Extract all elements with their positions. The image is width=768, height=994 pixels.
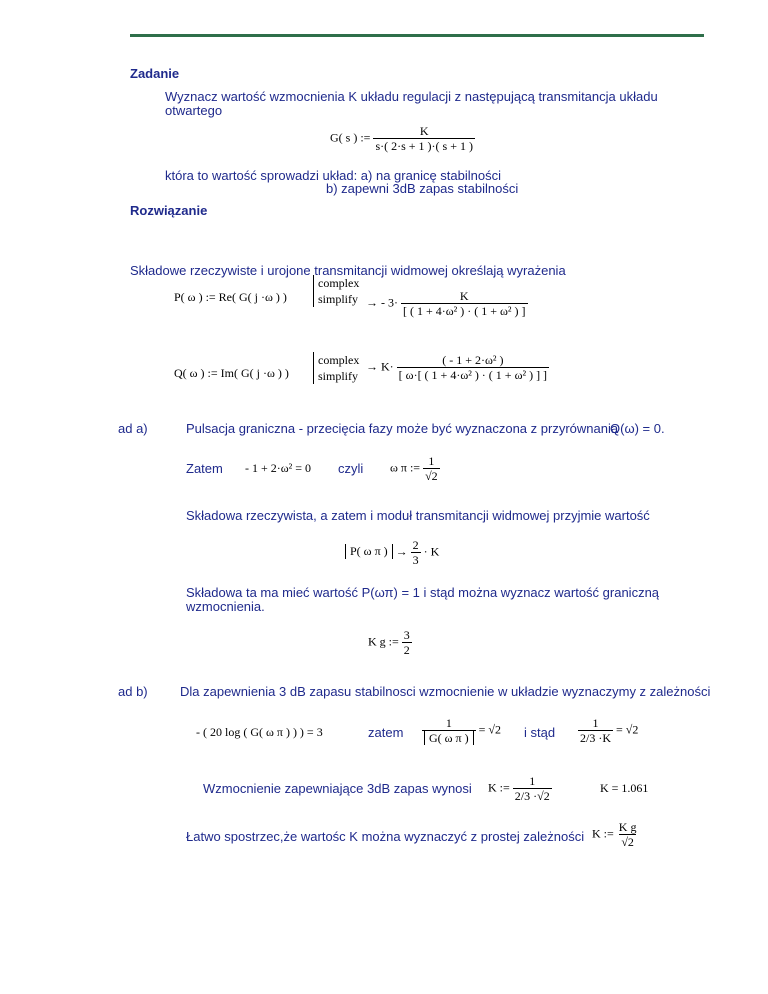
k2-lhs: K := (592, 826, 614, 841)
abs-p-res-num: 2 (412, 538, 419, 552)
q-kw-simplify: simplify (318, 369, 359, 383)
part-b-text: Dla zapewnienia 3 dB zapasu stabilnosci wzmocnienie w układzie wyznaczymy z zależności (180, 684, 711, 699)
part-a-condition: Q(ω) = 0. (610, 421, 665, 436)
task-check-a: która to wartość sprowadzi układ: a) na granicę stabilności (165, 168, 501, 183)
part-a-equation: - 1 + 2·ω² = 0 (245, 461, 312, 475)
k-value: K = 1.061 (600, 781, 649, 795)
k2-fraction (617, 820, 639, 849)
kg-den: 2 (403, 643, 410, 657)
solution-intro: Składowe rzeczywiste i urojone transmitancji widmowej określają wyrażenia (130, 263, 566, 278)
kg-fraction (402, 628, 412, 657)
k-fraction (513, 774, 552, 803)
omega-pi-fraction (423, 454, 440, 483)
part-a-text: Pulsacja graniczna - przecięcia fazy może być wyznaczona z przyrównania (186, 421, 619, 436)
part-b-eq3 (578, 716, 638, 745)
gs-lhs: G( s ) := (330, 130, 371, 145)
eq3-rhs: = √2 (616, 722, 639, 737)
omega-pi-den: √2 (425, 469, 438, 483)
eq2-num: 1 (445, 716, 452, 730)
omega-pi-radicand: 2 (431, 469, 438, 483)
p-denominator: [ ( 1 + 4·ω² ) · ( 1 + ω² ) ] (403, 304, 526, 318)
part-b-wzm-text: Wzmocnienie zapewniające 3dB zapas wynosi (203, 781, 472, 796)
part-b-zatem: zatem (368, 725, 404, 740)
k2-num: K g (618, 820, 637, 834)
part-b-eq1: - ( 20 log ( G( ω π ) ) ) = 3 (196, 725, 323, 739)
omega-pi-lhs: ω π := (390, 460, 421, 475)
abs-p-formula (345, 538, 439, 567)
part-b-latwo: Łatwo spostrzec,że wartośc K można wyznaczyć z prostej zależności (186, 829, 585, 844)
kg-formula (368, 628, 412, 657)
abs-p-res-k: · K (423, 544, 440, 559)
q-kw-complex: complex (318, 353, 360, 367)
part-a-zatem: Zatem (186, 461, 223, 476)
q-keywords (313, 352, 359, 384)
omega-pi-def (390, 454, 440, 483)
gs-fraction (373, 124, 475, 153)
p-keywords (313, 275, 359, 307)
q-result (366, 353, 549, 382)
task-text-line2: otwartego (165, 103, 223, 118)
gs-formula (330, 124, 475, 153)
top-rule (130, 34, 704, 37)
k2-den: √2 (621, 835, 634, 849)
q-numerator: ( - 1 + 2·ω² ) (442, 353, 504, 367)
eq2-fraction (422, 716, 476, 745)
eq2-rhs: = √2 (478, 722, 501, 737)
eq3-num: 1 (592, 716, 599, 730)
k-lhs: K := (488, 780, 510, 795)
p-result (366, 289, 528, 318)
task-text-line1: Wyznacz wartość wzmocnienia K układu regulacji z następującą transmitancja układu (165, 89, 658, 104)
k-den: 2/3 ·√2 (514, 789, 550, 803)
gs-denominator: s·( 2·s + 1 )·( s + 1 ) (375, 139, 473, 153)
abs-p-result-fraction (411, 538, 421, 567)
part-b-eq2 (422, 716, 501, 745)
solution-title: Rozwiązanie (130, 203, 208, 218)
part-a-text3a: Składowa ta ma mieć wartość P(ωπ) = 1 i stąd można wyznacz wartość graniczną (186, 585, 660, 600)
p-kw-complex: complex (318, 276, 360, 290)
part-a-text3b: wzmocnienia. (186, 599, 265, 614)
p-kw-simplify: simplify (318, 292, 359, 306)
arrow-icon: → (395, 544, 408, 559)
task-title: Zadanie (130, 66, 180, 81)
k-num: 1 (529, 774, 536, 788)
part-b-istad: i stąd (524, 725, 556, 740)
p-coef: → - 3· (366, 295, 398, 310)
p-lhs: P( ω ) := Re( G( j ·ω ) ) (174, 290, 287, 304)
k2-formula (592, 820, 638, 849)
part-b-label: ad b) (118, 684, 148, 699)
q-lhs: Q( ω ) := Im( G( j ·ω ) ) (174, 366, 289, 380)
eq3-den: 2/3 ·K (580, 731, 611, 745)
k-formula (488, 774, 552, 803)
q-fraction (397, 353, 549, 382)
p-numerator: K (459, 289, 469, 303)
q-coef: → K· (366, 359, 394, 374)
q-denominator: [ ω·[ ( 1 + 4·ω² ) · ( 1 + ω² ) ] ] (398, 368, 548, 382)
part-a-text2: Składowa rzeczywista, a zatem i moduł transmitancji widmowej przyjmie wartość (186, 508, 650, 523)
omega-pi-num: 1 (428, 454, 435, 468)
p-fraction (401, 289, 528, 318)
part-a-czyli: czyli (338, 461, 364, 476)
part-a-label: ad a) (118, 421, 148, 436)
eq2-den (422, 730, 476, 745)
kg-lhs: K g := (368, 634, 399, 649)
abs-p: P( ω π ) (345, 544, 393, 559)
gs-numerator: K (419, 124, 429, 138)
eq3-fraction (578, 716, 613, 745)
eq2-den-abs: G( ω π ) (424, 731, 474, 745)
abs-p-res-den: 3 (412, 553, 419, 567)
task-check-b: b) zapewni 3dB zapas stabilności (326, 181, 519, 196)
kg-num: 3 (403, 628, 410, 642)
